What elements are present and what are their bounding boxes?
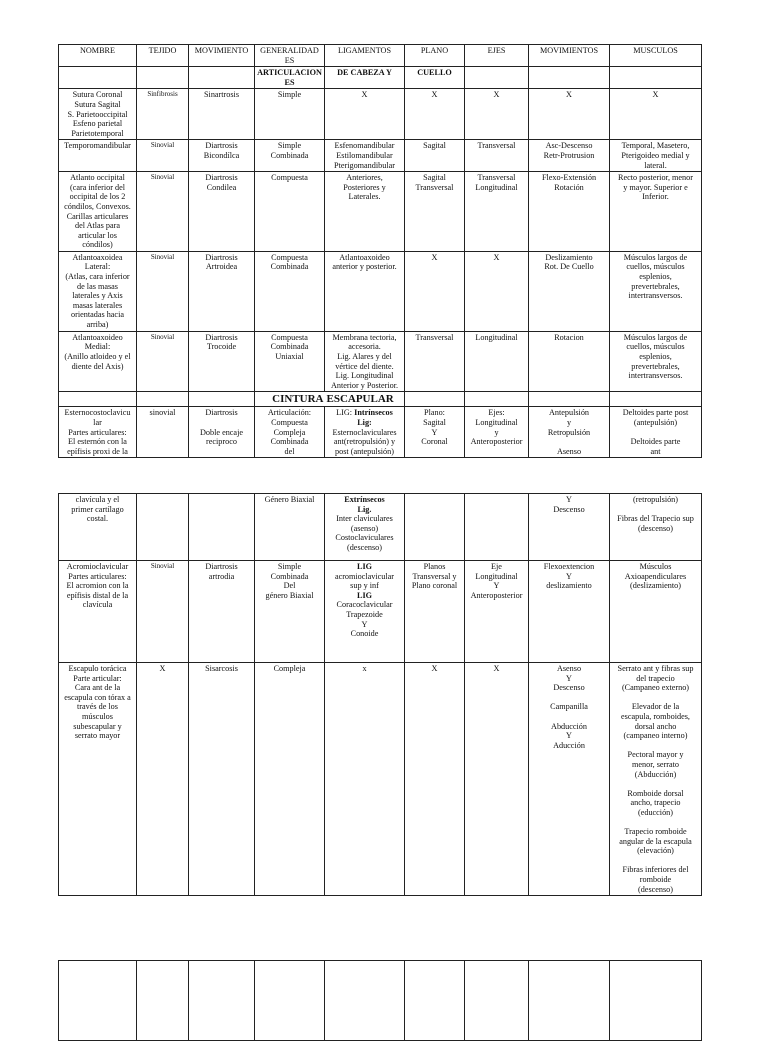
joints-table-page2: [58, 493, 702, 896]
cell-musculos: Músculos largos de cuellos, músculos esplenios, prevertebrales, intertransversos.: [610, 251, 702, 331]
header-tejido: TEJIDO: [137, 45, 189, 67]
cell-movimiento: Diartrosis Bicondílca: [189, 140, 255, 172]
cell-musculos: Temporal, Masetero, Pterigoideo medial y lateral.: [610, 140, 702, 172]
cell-generalidades: Compuesta Combinada: [255, 251, 325, 331]
cell-nombre: Esternocostoclavicu lar Partes articulares: El esternón con la epífisis proxi de la: [59, 407, 137, 458]
cell-tejido: Sinovial: [137, 140, 189, 172]
section-title-left: CINTURA: [255, 392, 325, 407]
cell-plano: [405, 494, 465, 561]
cell-plano: Plano: Sagital Y Coronal: [405, 407, 465, 458]
section-title-right: ESCAPULAR: [325, 392, 405, 407]
cell-movimientos: Rotacion: [529, 331, 610, 392]
cell-generalidades: Articulación: Compuesta Compleja Combinada del: [255, 407, 325, 458]
cell-generalidades: Simple: [255, 89, 325, 140]
cell-ligamentos: Esfenomandibular Estilomandibular Pterigomandibular: [325, 140, 405, 172]
cell-generalidades: Simple Combinada: [255, 140, 325, 172]
cell-movimiento: Diartrosis Artroidea: [189, 251, 255, 331]
cell-movimiento: Diartrosis Trocoide: [189, 331, 255, 392]
cell-tejido: [137, 494, 189, 561]
cell-generalidades: Compleja: [255, 663, 325, 896]
header-plano: PLANO: [405, 45, 465, 67]
cintura-escapular-row: [59, 392, 702, 407]
cell-ejes: X: [465, 89, 529, 140]
cell-nombre: Sutura Coronal Sutura Sagital S. Parietooccipital Esfeno parietal Parietotemporal: [59, 89, 137, 140]
cell-plano: Sagital Transversal: [405, 172, 465, 252]
cell-movimientos: Antepulsión y Retropulsión Asenso: [529, 407, 610, 458]
cell-musculos: Recto posterior, menor y mayor. Superior e Inferior.: [610, 172, 702, 252]
cell-musculos: Serrato ant y fibras sup del trapecio (Campaneo externo) Elevador de la escapula, romboides, dorsal ancho (campaneo interno) Pectoral mayor y menor, serrato (Abducción) Romboide dorsal ancho, trapecio (educción) Trapecio romboide angular de la escapula (elevación) Fibras inferiores del romboide (descenso): [610, 663, 702, 896]
table-row: [59, 172, 702, 252]
cell-movimientos: Y Descenso: [529, 494, 610, 561]
cell-movimiento: Diartrosis Doble encaje reciproco: [189, 407, 255, 458]
cell-tejido: Sinovial: [137, 251, 189, 331]
cell-musculos: Músculos largos de cuellos, músculos esplenios, prevertebrales, intertransversos.: [610, 331, 702, 392]
cell-movimiento: Diartrosis artrodia: [189, 561, 255, 663]
cell-nombre: Atlantoaxoideo Medial: (Anillo atloideo y el diente del Axis): [59, 331, 137, 392]
header-row: [59, 45, 702, 67]
table-row: [59, 89, 702, 140]
cell-movimiento: [189, 494, 255, 561]
cell-nombre: clavícula y el primer cartílago costal.: [59, 494, 137, 561]
subheader-articulaciones: ARTICULACION ES: [255, 67, 325, 89]
header-movimientos: MOVIMIENTOS: [529, 45, 610, 67]
header-movimiento: MOVIMIENTO: [189, 45, 255, 67]
cell-ejes: Longitudinal: [465, 331, 529, 392]
cell-generalidades: Simple Combinada Del género Biaxial: [255, 561, 325, 663]
cell-ligamentos: LIG: Intrínsecos Lig: Esternoclaviculares ant(retropulsión) y post (antepulsión): [325, 407, 405, 458]
cell-plano: Planos Transversal y Plano coronal: [405, 561, 465, 663]
cell-tejido: X: [137, 663, 189, 896]
cell-generalidades: Compuesta Combinada Uniaxial: [255, 331, 325, 392]
cell-plano: Transversal: [405, 331, 465, 392]
cell-nombre: Atlanto occipital (cara inferior del occipital de los 2 cóndilos, Convexos. Carillas articulares del Atlas para articular los cóndilos): [59, 172, 137, 252]
cell-ligamentos: Membrana tectoria, accesoria. Lig. Alares y del vértice del diente. Lig. Longitudinal Anterior y Posterior.: [325, 331, 405, 392]
cell-ligamentos: Atlantoaxoideo anterior y posterior.: [325, 251, 405, 331]
cell-nombre: Atlantoaxoidea Lateral: (Atlas, cara inferior de las masas laterales y Axis masas laterales orientadas hacia arriba): [59, 251, 137, 331]
table-row: [59, 140, 702, 172]
cell-musculos: Deltoides parte post (antepulsión) Deltoides parte ant: [610, 407, 702, 458]
cell-ejes: Transversal Longitudinal: [465, 172, 529, 252]
cell-ligamentos: Extrínsecos Lig. Inter claviculares (asenso) Costoclaviculares (descenso): [325, 494, 405, 561]
cell-movimiento: Diartrosis Condilea: [189, 172, 255, 252]
cell-musculos: (retropulsión) Fibras del Trapecio sup (descenso): [610, 494, 702, 561]
cell-ejes: X: [465, 663, 529, 896]
cell-movimiento: Sinartrosis: [189, 89, 255, 140]
cell-nombre: Temporomandibular: [59, 140, 137, 172]
cell-ligamentos: X: [325, 89, 405, 140]
cell-movimientos: X: [529, 89, 610, 140]
cell-musculos: X: [610, 89, 702, 140]
cell-generalidades: Género Biaxial: [255, 494, 325, 561]
cell-tejido: Sinfibrosis: [137, 89, 189, 140]
header-musculos: MUSCULOS: [610, 45, 702, 67]
joints-table-page1: [58, 44, 702, 458]
joints-table-page3: [58, 960, 702, 1041]
table-row: [59, 407, 702, 458]
cell-plano: Sagital: [405, 140, 465, 172]
cell-movimientos: Flexoextencion Y deslizamiento: [529, 561, 610, 663]
subheader-de-cabeza: DE CABEZA Y: [325, 67, 405, 89]
table-row: [59, 251, 702, 331]
cell-movimiento: Sisarcosis: [189, 663, 255, 896]
cell-tejido: Sinovial: [137, 172, 189, 252]
cell-movimientos: Flexo-Extensión Rotación: [529, 172, 610, 252]
cell-movimientos: Asenso Y Descenso Campanilla Abducción Y Aducción: [529, 663, 610, 896]
cell-nombre: Acromioclavicular Partes articulares: El acromion con la epífisis distal de la clavícula: [59, 561, 137, 663]
cell-movimientos: Deslizamiento Rot. De Cuello: [529, 251, 610, 331]
subheader-cuello: CUELLO: [405, 67, 465, 89]
header-generalidades: GENERALIDAD ES: [255, 45, 325, 67]
table-row: [59, 331, 702, 392]
cell-ligamentos: LIG acromioclavicular sup y inf LIG Coracoclavicular Trapezoide Y Conoide: [325, 561, 405, 663]
table-row: [59, 663, 702, 896]
header-nombre: NOMBRE: [59, 45, 137, 67]
cell-tejido: Sinovial: [137, 331, 189, 392]
cell-plano: X: [405, 663, 465, 896]
cell-nombre: Escapulo torácica Parte articular: Cara ant de la escapula con tórax a través de los músculos subescapular y serrato mayor: [59, 663, 137, 896]
cell-ligamentos: x: [325, 663, 405, 896]
cell-musculos: Músculos Axioapendiculares (deslizamiento): [610, 561, 702, 663]
table-row: [59, 961, 702, 1041]
cell-plano: X: [405, 89, 465, 140]
cell-tejido: Sinovial: [137, 561, 189, 663]
cell-ejes: X: [465, 251, 529, 331]
cell-plano: X: [405, 251, 465, 331]
cell-tejido: sinovial: [137, 407, 189, 458]
cell-ejes: Eje Longitudinal Y Anteroposterior: [465, 561, 529, 663]
subheader-row: [59, 67, 702, 89]
cell-generalidades: Compuesta: [255, 172, 325, 252]
table-row: [59, 494, 702, 561]
cell-ligamentos: Anteriores, Posteriores y Laterales.: [325, 172, 405, 252]
cell-movimientos: Asc-Descenso Retr-Protrusion: [529, 140, 610, 172]
header-ejes: EJES: [465, 45, 529, 67]
header-ligamentos: LIGAMENTOS: [325, 45, 405, 67]
cell-ejes: [465, 494, 529, 561]
cell-ejes: Ejes: Longitudinal y Anteroposterior: [465, 407, 529, 458]
table-row: [59, 561, 702, 663]
cell-ejes: Transversal: [465, 140, 529, 172]
